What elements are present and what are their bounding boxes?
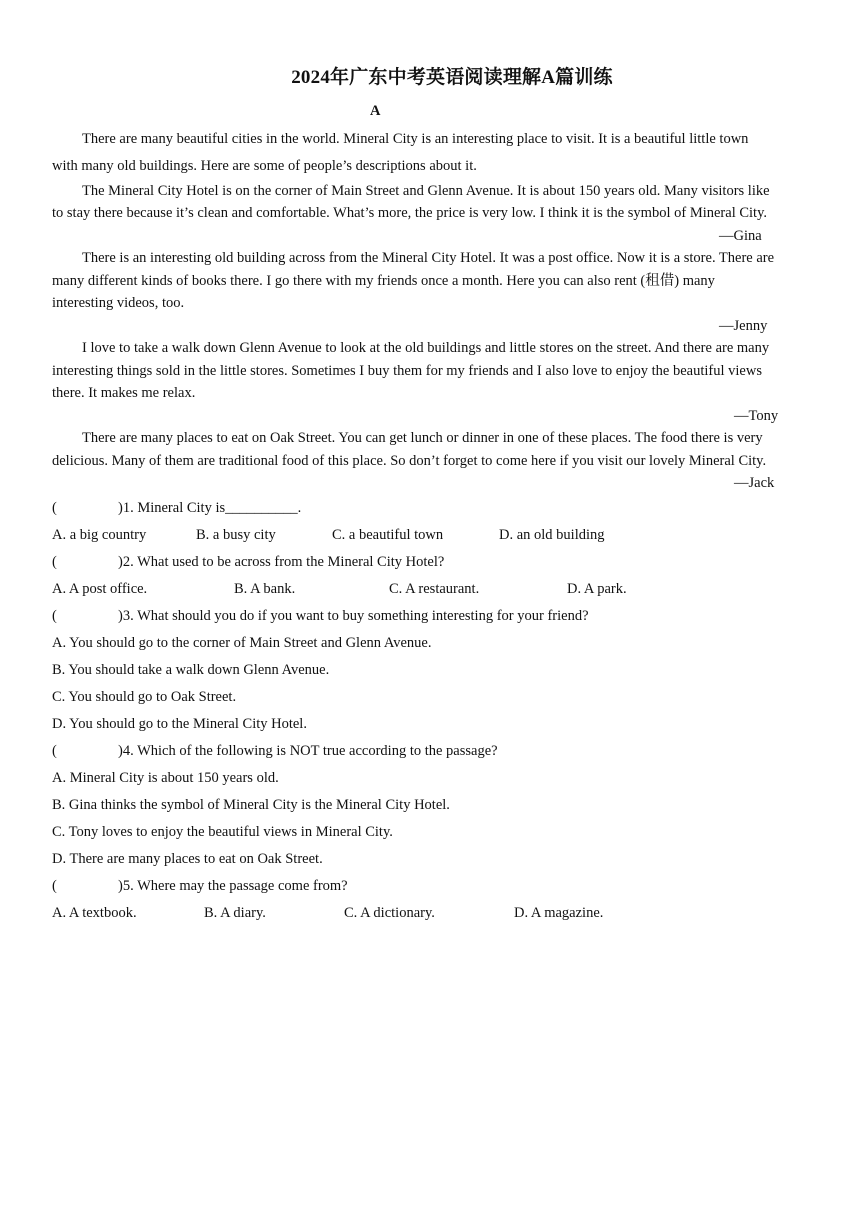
option-d: D. an old building (499, 527, 605, 543)
option-a: A. You should go to the corner of Main Street and Glenn Avenue. (52, 635, 432, 651)
passage-line: to stay there because it’s clean and comfortable. What’s more, the price is very low. I think it is the symbol of Mineral City. (52, 205, 768, 221)
passage-line: with many old buildings. Here are some of people’s descriptions about it. (52, 158, 477, 174)
passage-line: delicious. Many of them are traditional food of this place. So don’t forget to come here if you visit our lovely Mineral City. (52, 453, 767, 469)
answer-blank: ( (52, 554, 57, 570)
passage-line: I love to take a walk down Glenn Avenue to look at the old buildings and little stores on the street. And there are many (82, 340, 770, 356)
answer-blank: ( (52, 878, 57, 894)
option-d: D. A park. (567, 581, 627, 597)
question-text: )5. Where may the passage come from? (118, 878, 348, 894)
option-b: B. You should take a walk down Glenn Avenue. (52, 662, 330, 678)
option-c: C. Tony loves to enjoy the beautiful views in Mineral City. (52, 824, 393, 840)
passage-line: interesting things sold in the little stores. Sometimes I buy them for my friends and I also love to enjoy the beautiful views (52, 363, 762, 379)
option-b: B. A bank. (234, 581, 296, 597)
passage-line: There are many beautiful cities in the world. Mineral City is an interesting place to visit. It is a beautiful little town (82, 131, 749, 147)
option-a: A. a big country (52, 527, 147, 543)
passage-line: There are many places to eat on Oak Street. You can get lunch or dinner in one of these places. The food there is very (82, 430, 763, 446)
answer-blank: ( (52, 743, 57, 759)
option-c: C. You should go to Oak Street. (52, 689, 237, 705)
answer-blank: ( (52, 608, 57, 624)
option-c: C. A dictionary. (344, 905, 435, 921)
option-b: B. a busy city (196, 527, 276, 543)
question-text: )4. Which of the following is NOT true according to the passage? (118, 743, 498, 759)
page-title: 2024年广东中考英语阅读理解A篇训练 (291, 67, 613, 88)
section-heading: A (370, 103, 381, 119)
option-c: C. a beautiful town (332, 527, 444, 543)
passage-line: There is an interesting old building across from the Mineral City Hotel. It was a post office. Now it is a store. There are (82, 250, 775, 266)
question-text: )1. Mineral City is__________. (118, 500, 302, 516)
option-b: B. Gina thinks the symbol of Mineral City is the Mineral City Hotel. (52, 797, 450, 813)
option-c: C. A restaurant. (389, 581, 480, 597)
option-d: D. A magazine. (514, 905, 604, 921)
author-signature: —Gina (719, 228, 762, 244)
passage-line: many different kinds of books there. I go there with my friends once a month. Here you can also rent (租借) many (52, 273, 715, 289)
option-b: B. A diary. (204, 905, 266, 921)
passage-line: there. It makes me relax. (52, 385, 196, 401)
author-signature: —Tony (734, 408, 779, 424)
passage-line: The Mineral City Hotel is on the corner of Main Street and Glenn Avenue. It is about 150 years old. Many visitors like (82, 183, 770, 199)
author-signature: —Jack (734, 475, 775, 491)
option-a: A. Mineral City is about 150 years old. (52, 770, 279, 786)
option-d: D. There are many places to eat on Oak Street. (52, 851, 323, 867)
option-a: A. A textbook. (52, 905, 137, 921)
answer-blank: ( (52, 500, 57, 516)
question-text: )2. What used to be across from the Mineral City Hotel? (118, 554, 445, 570)
option-a: A. A post office. (52, 581, 148, 597)
question-text: )3. What should you do if you want to buy something interesting for your friend? (118, 608, 589, 624)
author-signature: —Jenny (719, 318, 768, 334)
passage-line: interesting videos, too. (52, 295, 185, 311)
option-d: D. You should go to the Mineral City Hotel. (52, 716, 307, 732)
